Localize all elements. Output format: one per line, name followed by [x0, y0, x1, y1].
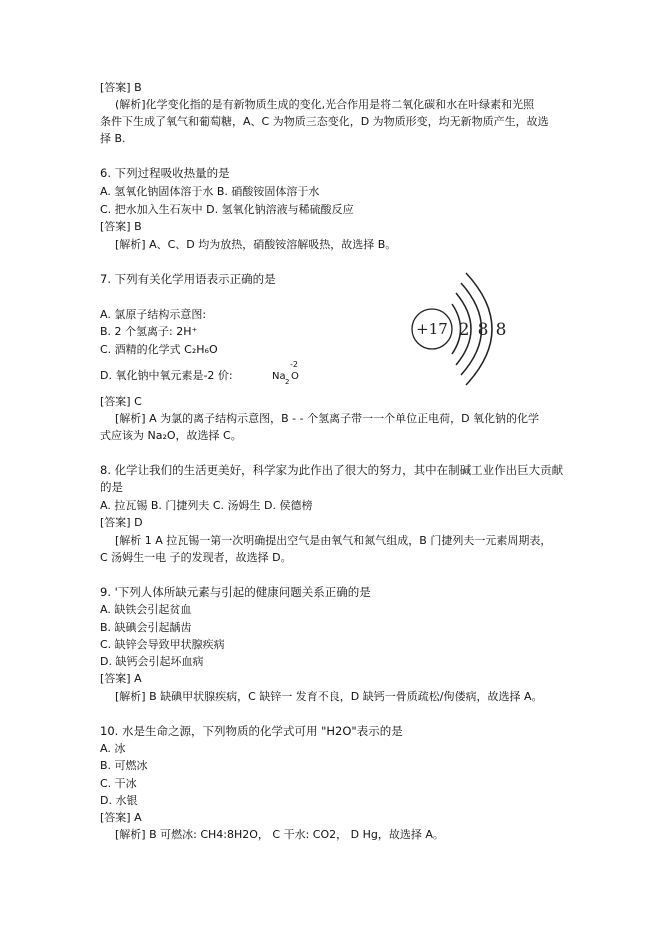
answer-label: [答案] B: [100, 220, 142, 233]
question-10: 10. 水是生命之源，下列物质的化学式可用 "H2O"表示的是: [100, 724, 403, 738]
answer-label: [答案] B: [100, 81, 142, 94]
answer-label: [答案] A: [100, 811, 142, 824]
question-9: 9. '下列人体所缺元素与引起的健康问题关系正确的是: [100, 585, 371, 599]
option-d: D. 水银: [100, 794, 138, 807]
option-a: A. 氯原子结构示意图:: [100, 308, 207, 321]
option-a: A. 缺铁会引起贫血: [100, 603, 192, 616]
option-line: A. 氢氧化钠固体溶于水 B. 硝酸铵固体溶于水: [100, 185, 320, 198]
explanation-text: (解析]化学变化指的是有新物质生成的变化,光合作用是将二氧化碳和水在叶绿素和光照: [115, 98, 535, 111]
answer-label: [答案] A: [100, 672, 142, 685]
option-b: B. 可燃冰: [100, 759, 148, 772]
option-d: D. 氧化钠中氧元素是-2 价:: [100, 369, 233, 382]
explanation-text: 式应该为 Na₂O，故选择 C。: [100, 429, 242, 442]
option-c: C. 缺锌会导致甲状腺疾病: [100, 638, 225, 651]
formula-atom: O: [291, 371, 299, 382]
explanation-text: 择 B.: [100, 132, 126, 145]
answer-label: [答案] D: [100, 516, 143, 529]
explanation-text: 条件下生成了氧气和葡萄糖，A、C 为物质三态变化，D 为物质形变，均无新物质产生，故选: [100, 115, 549, 128]
option-b: B. 2 个氢离子: 2H⁺: [100, 325, 198, 338]
formula-charge: -2: [290, 360, 298, 369]
option-line: A. 拉瓦锡 B. 门捷列夫 C. 汤姆生 D. 侯德榜: [100, 499, 313, 512]
option-d: D. 缺钙会引起坏血病: [100, 655, 204, 668]
shell-electrons: 8: [495, 320, 507, 340]
explanation-text: [解析] B 缺碘甲状腺疾病，C 缺锌一 发育不良，D 缺钙一骨质疏松/佝偻病，故选择 A。: [115, 690, 543, 703]
answer-label: [答案] C: [100, 395, 142, 408]
option-a: A. 冰: [100, 742, 126, 755]
explanation-text: [解析] B 可燃冰: CH4:8H2O， C 干水: CO2， D Hg，故选择 A。: [115, 828, 444, 841]
option-b: B. 缺碘会引起龋齿: [100, 621, 192, 634]
chlorine-structure-diagram: [405, 272, 530, 390]
option-line: C. 把水加入生石灰中 D. 氢氧化钠溶液与稀硫酸反应: [100, 203, 354, 216]
explanation-text: [解析 1 A 拉瓦锡一第一次明确提出空气是由氧气和氮气组成，B 门捷列夫一元素周期表，: [115, 534, 552, 547]
sodium-oxide-valence-formula: [272, 360, 300, 386]
formula-element: Na: [272, 371, 286, 382]
formula-subscript: 2: [285, 378, 290, 386]
question-7: 7. 下列有关化学用语表示正确的是: [100, 272, 276, 286]
explanation-text: [解析] A、C、D 均为放热，硝酸铵溶解吸热，故选择 B。: [115, 238, 397, 251]
question-8: 8. 化学让我们的生活更美好，科学家为此作出了很大的努力，其中在制碱工业作出巨大贡献: [100, 463, 564, 477]
shell-electrons: 2: [458, 320, 470, 340]
shell-electrons: 8: [477, 320, 489, 340]
option-c: C. 酒精的化学式 C₂H₆O: [100, 343, 218, 356]
nucleus-charge: +17: [416, 320, 448, 338]
explanation-text: [解析] A 为氯的离子结构示意图，B - - 个氢离子带一一个单位正电荷，D 氧化钠的化学: [115, 412, 540, 425]
question-6: 6. 下列过程吸收热量的是: [100, 166, 230, 180]
explanation-text: C 汤姆生一电 子的发现者，故选择 D。: [100, 551, 292, 564]
question-8-cont: 的是: [100, 480, 123, 494]
option-c: C. 干冰: [100, 777, 137, 790]
